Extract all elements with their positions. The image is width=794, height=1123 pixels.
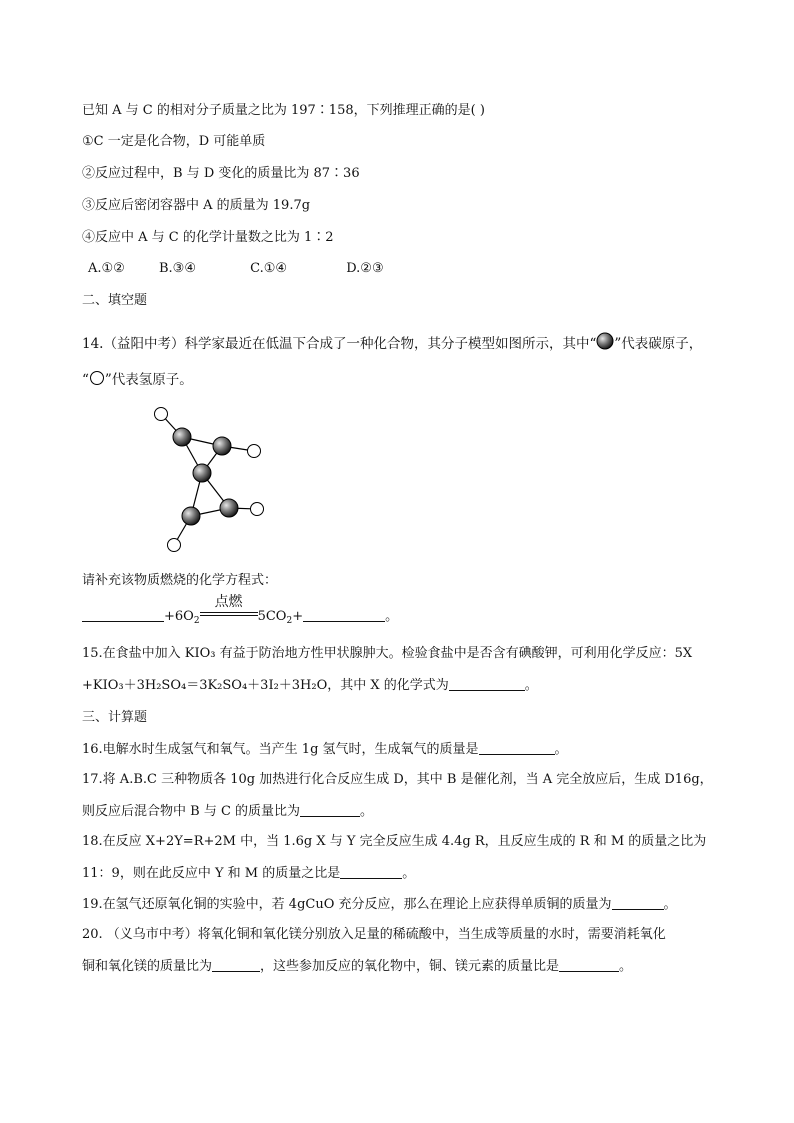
q20-text-2b: ，这些参加反应的氧化物中，铜、镁元素的质量比是 [260,959,560,974]
q15-answer-blank[interactable] [449,677,525,691]
q14-double-line [200,612,258,616]
q13-stem: 已知 A 与 C 的相对分子质量之比为 197∶158，下列推理正确的是( ) [82,103,485,118]
q13-option-a[interactable]: A.①② [88,261,125,276]
carbon-atom-icon [596,332,614,350]
q18-text-2: 11：9，则在此反应中 Y 和 M 的质量之比是 [82,866,341,881]
q19-answer-blank[interactable] [612,896,664,910]
q14-answer-blank-1[interactable] [82,608,164,622]
section-heading-fill-in: 二、填空题 [82,293,148,308]
q20-answer-blank-2[interactable] [559,958,619,972]
q14-line-2 [82,370,193,388]
q17-line-1: 17.将 A.B.C 三种物质各 10g 加热进行化合反应生成 D，其中 B 是催化剂，当 A 完全放应后，生成 D16g， [82,772,713,787]
q13-option-c[interactable]: C.①④ [250,261,288,276]
q20-answer-blank-1[interactable] [212,958,260,972]
q13-statement-1: ①C 一定是化合物，D 可能单质 [82,134,266,149]
q18-end: 。 [402,866,416,881]
q14-prompt: 请补充该物质燃烧的化学方程式： [82,573,278,588]
q14-eq-o2: +6O [164,609,194,624]
q19-end: 。 [663,897,677,912]
q16-text: 16.电解水时生成氢气和氧气。当产生 1g 氢气时，生成氧气的质量是 [82,742,479,757]
q19-text: 19.在氢气还原氧化铜的实验中，若 4gCuO 充分反应，那么在理论上应获得单质铜的质量为 [82,897,612,912]
q15-line-1: 15.在食盐中加入 KIO₃ 有益于防治地方性甲状腺肿大。检验食盐中是否含有碘酸钾，可利用化学反应：5X [82,646,693,661]
q14-text-1b: ”代表碳原子， [614,336,703,352]
q20-line-1: 20. （义乌市中考）将氧化铜和氧化镁分别放入足量的稀硫酸中，当生成等质量的水时，需要消耗氧化 [82,927,666,942]
q14-line-1 [82,332,702,352]
q14-equation [82,594,399,626]
q13-statement-4: ④反应中 A 与 C 的化学计量数之比为 1∶2 [82,230,334,245]
question-19 [82,896,677,913]
question-16 [82,741,568,758]
q14-eq-sub: 2 [193,616,200,626]
q17-end: 。 [360,804,374,819]
carbon-atom [220,499,238,517]
q17-answer-blank[interactable] [300,803,360,817]
q13-statement-3: ③反应后密闭容器中 A 的质量为 19.7g [82,198,311,213]
q18-answer-blank[interactable] [340,865,402,879]
q14-eq-sub-b: 2 [286,616,293,626]
hydrogen-atom [168,539,181,552]
hydrogen-atoms [155,408,264,552]
q17-line-2 [82,803,373,820]
q16-end: 。 [554,742,568,757]
q18-line-1: 18.在反应 X+2Y=R+2M 中，当 1.6g X 与 Y 完全反应生成 4.4g R，且反应生成的 R 和 M 的质量之比为 [82,834,707,849]
hydrogen-atom [155,408,168,421]
q14-condition-label: 点燃 [214,594,243,610]
q14-eq-end: 。 [385,609,399,624]
q14-text-2b: ”代表氢原子。 [104,372,193,388]
q14-eq-plus: + [292,609,304,624]
q13-option-b[interactable]: B.③④ [158,261,196,276]
carbon-atom [182,507,200,525]
carbon-atom [213,437,231,455]
section-heading-calculation: 三、计算题 [82,710,148,725]
q14-answer-blank-2[interactable] [303,608,385,622]
q18-line-2 [82,865,415,882]
q14-text-1: 14.（益阳中考）科学家最近在低温下合成了一种化合物，其分子模型如图所示，其中“ [82,336,597,352]
q20-end: 。 [619,959,633,974]
q20-text-2a: 铜和氧化镁的质量比为 [82,959,213,974]
carbon-atom [173,428,191,446]
q14-reaction-arrow [200,594,258,625]
hydrogen-atom [248,445,261,458]
q13-statement-2: ②反应过程中，B 与 D 变化的质量比为 87∶36 [82,166,360,181]
hydrogen-atom-icon [89,370,105,386]
q15-line-2 [82,677,538,694]
q17-text-2: 则反应后混合物中 B 与 C 的质量比为 [82,804,301,819]
molecule-model-diagram [140,395,280,565]
hydrogen-atom [251,503,264,516]
carbon-atom [193,464,211,482]
q14-eq-co2: 5CO [257,609,287,624]
q15-text-2: +KIO₃＋3H₂SO₄＝3K₂SO₄＋3I₂＋3H₂O，其中 X 的化学式为 [82,678,449,693]
q16-answer-blank[interactable] [479,741,555,755]
q15-end: 。 [524,678,538,693]
q13-options [88,261,414,277]
q20-line-2 [82,958,632,975]
q13-option-d[interactable]: D.②③ [346,261,384,276]
q14-text-2a: “ [82,372,89,388]
